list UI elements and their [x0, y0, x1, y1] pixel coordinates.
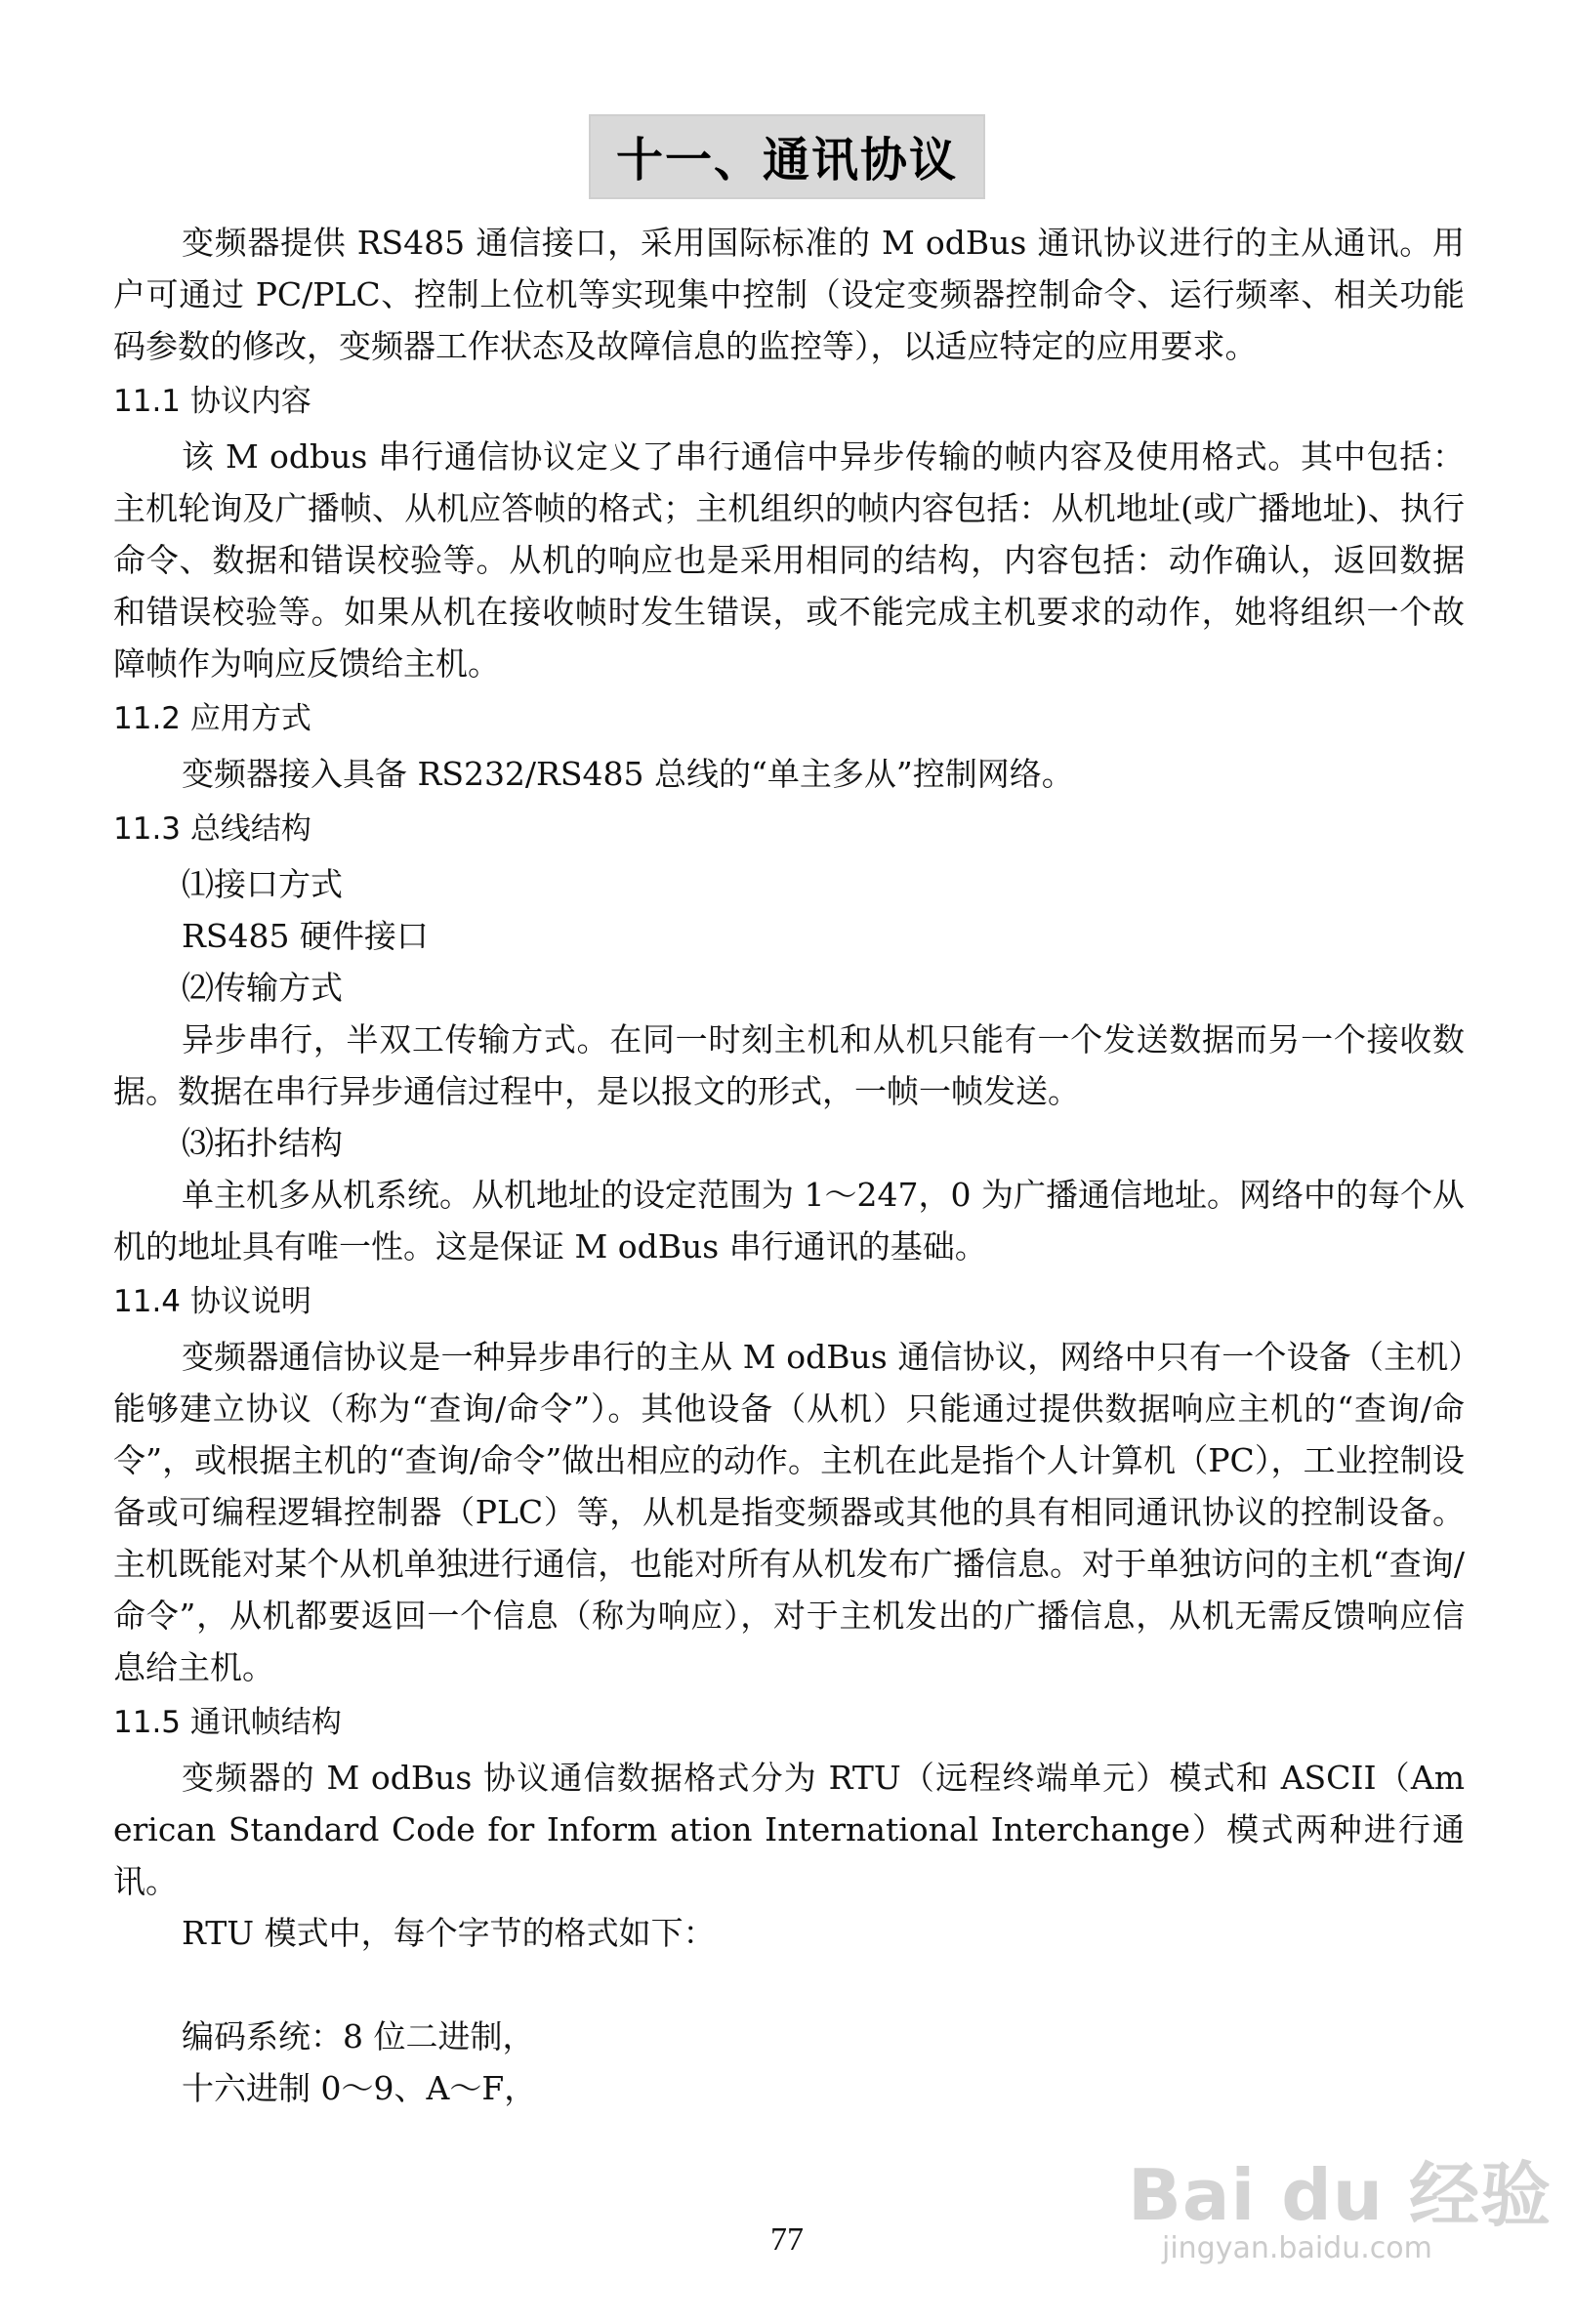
spacer	[113, 1959, 1465, 2011]
section-body-11-2: 变频器接入具备 RS232/RS485 总线的“单主多从”控制网络。	[182, 755, 1074, 793]
section-heading-11-4: 11.4 协议说明	[113, 1284, 311, 1319]
document-body	[113, 217, 1465, 2114]
watermark-logo: Bai du 经验	[1128, 2154, 1553, 2236]
page-number: 77	[770, 2221, 804, 2258]
section-heading-11-2: 11.2 应用方式	[113, 701, 311, 736]
encoding-line: 十六进制 0～9、A～F，	[182, 2069, 537, 2107]
section-body-11-1: 该 M odbus 串行通信协议定义了串行通信中异步传输的帧内容及使用格式。其中包括：主机轮询及广播帧、从机应答帧的格式；主机组织的帧内容包括：从机地址(或广播地址)、执行命令、数据和错误校验等。从机的响应也是采用相同的结构，内容包括：动作确认，返回数据和错误校验等。如果从机在接收帧时发生错误，或不能完成主机要求的动作，她将组织一个故障帧作为响应反馈给主机。	[113, 437, 1465, 683]
page-title: 十一、通讯协议	[589, 114, 985, 199]
title-wrap	[0, 114, 1574, 199]
section-body-11-4: 变频器通信协议是一种异步串行的主从 M odBus 通信协议，网络中只有一个设备（主机）能够建立协议（称为“查询/命令”）。其他设备（从机）只能通过提供数据响应主机的“查询/命令”，或根据主机的“查询/命令”做出相应的动作。主机在此是指个人计算机（PC），工业控制设备或可编程逻辑控制器（PLC）等，从机是指变频器或其他的具有相同通讯协议的控制设备。主机既能对某个从机单独进行通信，也能对所有从机发布广播信息。对于单独访问的主机“查询/命令”，从机都要返回一个信息（称为响应），对于主机发出的广播信息，从机无需反馈响应信息给主机。	[113, 1338, 1465, 1686]
list-item: ⑶拓扑结构	[182, 1124, 343, 1162]
section-body-11-3a: 异步串行，半双工传输方式。在同一时刻主机和从机只能有一个发送数据而另一个接收数据。数据在串行异步通信过程中，是以报文的形式，一帧一帧发送。	[113, 1020, 1465, 1110]
section-body-11-3b: 单主机多从机系统。从机地址的设定范围为 1～247，0 为广播通信地址。网络中的每个从机的地址具有唯一性。这是保证 M odBus 串行通讯的基础。	[113, 1176, 1465, 1266]
section-heading-11-3: 11.3 总线结构	[113, 811, 311, 847]
watermark-site: jingyan.baidu.com	[1162, 2231, 1432, 2265]
section-heading-11-1: 11.1 协议内容	[113, 384, 311, 419]
encoding-line: 编码系统：8 位二进制，	[182, 2017, 535, 2055]
intro-paragraph: 变频器提供 RS485 通信接口，采用国际标准的 M odBus 通讯协议进行的主从通讯。用户可通过 PC/PLC、控制上位机等实现集中控制（设定变频器控制命令、运行频率、相关功能码参数的修改，变频器工作状态及故障信息的监控等），以适应特定的应用要求。	[113, 224, 1465, 365]
list-item: RS485 硬件接口	[182, 917, 429, 955]
list-item: ⑵传输方式	[182, 969, 343, 1007]
rtu-format-intro: RTU 模式中，每个字节的格式如下：	[182, 1914, 716, 1952]
list-item: ⑴接口方式	[182, 865, 343, 903]
section-body-11-5: 变频器的 M odBus 协议通信数据格式分为 RTU（远程终端单元）模式和 ASCII（Am erican Standard Code for Inform ation International Interchange）模式两种进行通讯。	[113, 1759, 1465, 1900]
section-heading-11-5: 11.5 通讯帧结构	[113, 1705, 342, 1740]
watermark	[1128, 2129, 1553, 2275]
